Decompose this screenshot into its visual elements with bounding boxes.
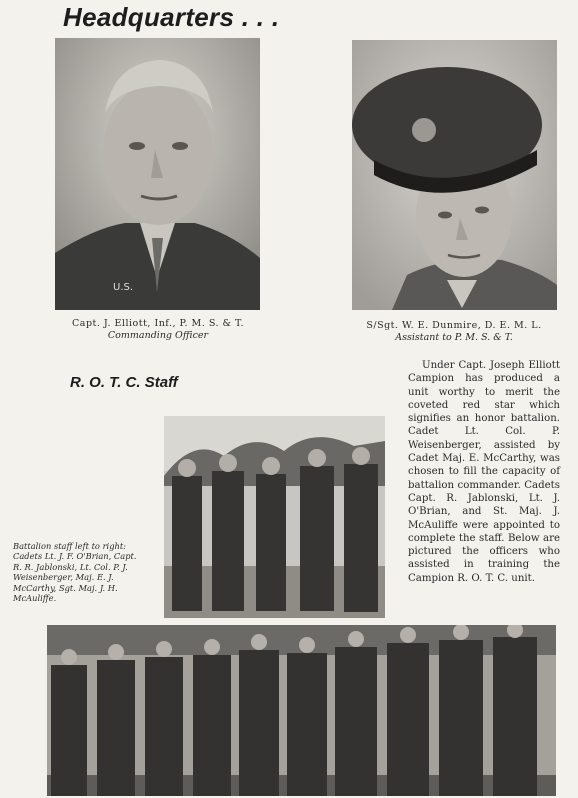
officer-name: S/Sgt. W. E. Dunmire, D. E. M. L. (366, 320, 542, 331)
section-heading: R. O. T. C. Staff (70, 374, 178, 391)
officer-role: Assistant to P. M. S. & T. (395, 332, 513, 343)
page-title: Headquarters . . . (63, 2, 280, 32)
officers-group-photo (47, 625, 556, 796)
officer-role: Commanding Officer (107, 330, 209, 341)
article-text: Under Capt. Joseph Elliott Campion has produced a unit worthy to merit the coveted red star which signifies an honor battalion. Cadet Lt. Col. P. Weisenberger, assisted by Cadet Maj. E. McCarthy, was chosen to fill the capacity of battalion commander. Cadets Capt. R. Jablonski, Lt. J. O'Brian, and St. Maj. J. McAuliffe were appointed to complete the staff. Below are pictured the officers who assisted in training the Campion R. O. T. C. unit. (408, 360, 560, 584)
portrait-caption-1 (40, 318, 276, 342)
battalion-staff-photo (164, 416, 385, 618)
staff-photo-caption: Battalion staff left to right: Cadets Lt. J. F. O'Brian, Capt. R. R. Jablonski, Lt. Col. P. J. Weisenberger, Maj. E. J. McCarthy, Sgt. Maj. J. H. McAuliffe. (13, 541, 137, 604)
portrait-caption-2 (336, 320, 572, 344)
portrait-commanding-officer (55, 38, 260, 310)
officer-name: Capt. J. Elliott, Inf., P. M. S. & T. (72, 318, 244, 329)
us-insignia: U.S. (113, 282, 134, 293)
portrait-assistant (352, 40, 557, 310)
